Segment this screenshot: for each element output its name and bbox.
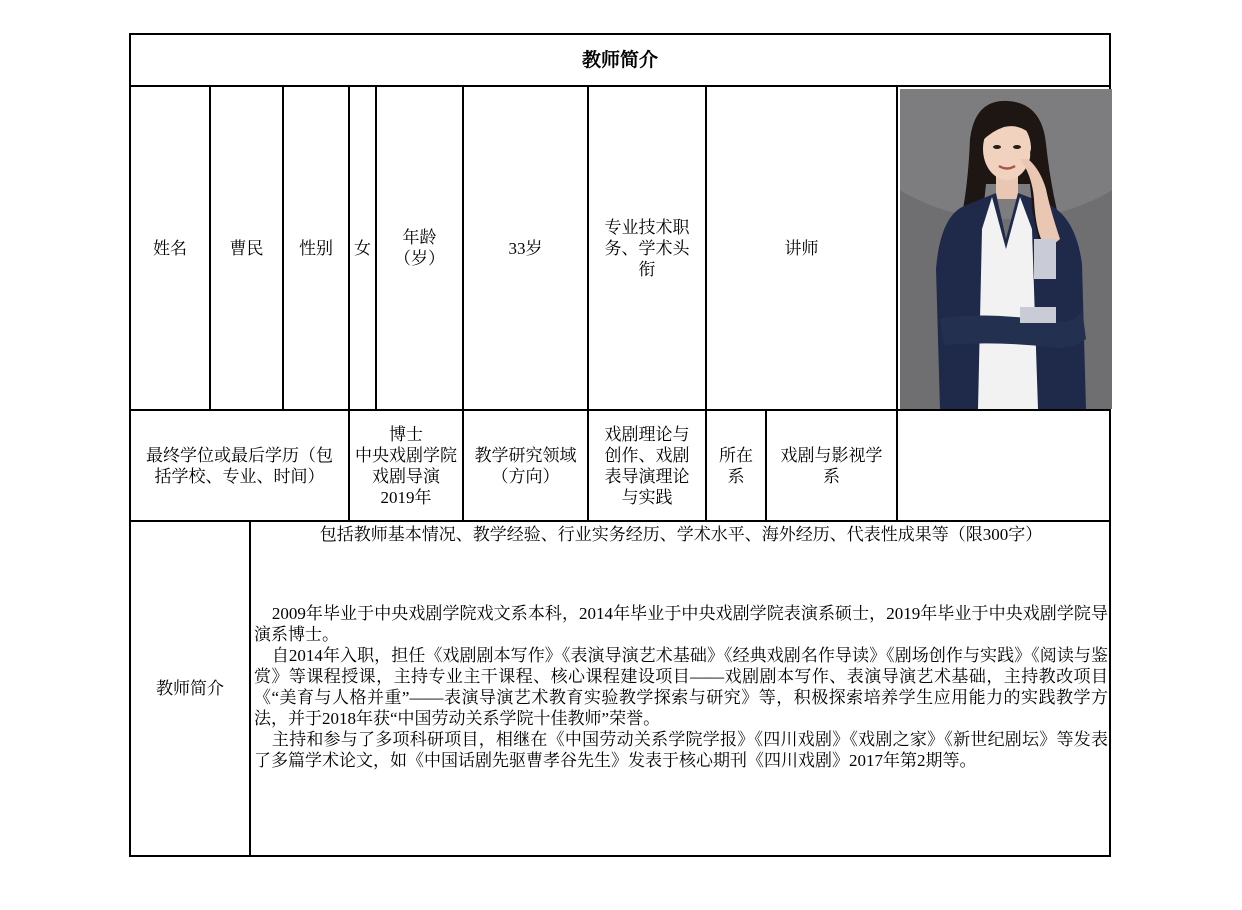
bio-paragraph: 自2014年入职，担任《戏剧剧本写作》《表演导演艺术基础》《经典戏剧名作导读》《剧场创作与实践》《阅读与鉴赏》等课程授课，主持专业主干课程、核心课程建设项目——戏剧剧本写作、表演导演艺术基础，主持教改项目《“美育与人格并重”——表演导演艺术教育实验教学探索与研究》等，积极探索培养学生应用能力的实践教学方法，并于2018年获“中国劳动关系学院十佳教师”荣誉。 bbox=[254, 646, 1108, 728]
degree-value-line: 中央戏剧学院 bbox=[355, 445, 457, 465]
degree-value-line: 博士 bbox=[389, 424, 423, 444]
bio-text bbox=[254, 603, 1108, 771]
department-value: 戏剧与影视学系 bbox=[780, 445, 883, 486]
degree-value bbox=[350, 411, 462, 520]
degree-label: 最终学位或最后学历（包括学校、专业、时间） bbox=[146, 445, 333, 486]
table-border-bottom bbox=[129, 855, 1111, 857]
bio-instruction: 包括教师基本情况、教学经验、行业实务经历、学术水平、海外经历、代表性成果等（限300字） bbox=[319, 525, 1043, 544]
age-label: 年龄（岁） bbox=[394, 228, 445, 268]
col-divider bbox=[249, 520, 251, 857]
degree-value-line: 2019年 bbox=[380, 487, 432, 507]
name-label: 姓名 bbox=[153, 238, 187, 258]
row-divider bbox=[129, 520, 1111, 522]
portrait-illustration bbox=[900, 89, 1112, 409]
research-value: 戏剧理论与创作、戏剧表导演理论与实践 bbox=[604, 424, 690, 507]
gender-value: 女 bbox=[354, 238, 371, 258]
age-value: 33岁 bbox=[508, 238, 543, 258]
department-label: 所在系 bbox=[719, 445, 753, 486]
degree-value-line: 戏剧导演 bbox=[372, 466, 440, 486]
form-title: 教师简介 bbox=[581, 49, 658, 71]
research-label: 教学研究领域（方向） bbox=[474, 445, 577, 486]
col-divider bbox=[896, 85, 898, 522]
name-value: 曹民 bbox=[229, 238, 264, 258]
bio-paragraph: 2009年毕业于中央戏剧学院戏文系本科，2014年毕业于中央戏剧学院表演系硕士，2019年毕业于中央戏剧学院导演系博士。 bbox=[254, 604, 1108, 644]
teacher-photo bbox=[900, 89, 1112, 409]
gender-label: 性别 bbox=[299, 238, 333, 258]
title-label: 专业技术职务、学术头衔 bbox=[604, 217, 690, 279]
bio-label: 教师简介 bbox=[156, 679, 224, 698]
bio-paragraph: 主持和参与了多项科研项目，相继在《中国劳动关系学院学报》《四川戏剧》《戏剧之家》《新世纪剧坛》等发表了多篇学术论文，如《中国话剧先驱曹孝谷先生》发表于核心期刊《四川戏剧》2017年第2期等。 bbox=[254, 730, 1108, 770]
title-value: 讲师 bbox=[784, 238, 819, 258]
